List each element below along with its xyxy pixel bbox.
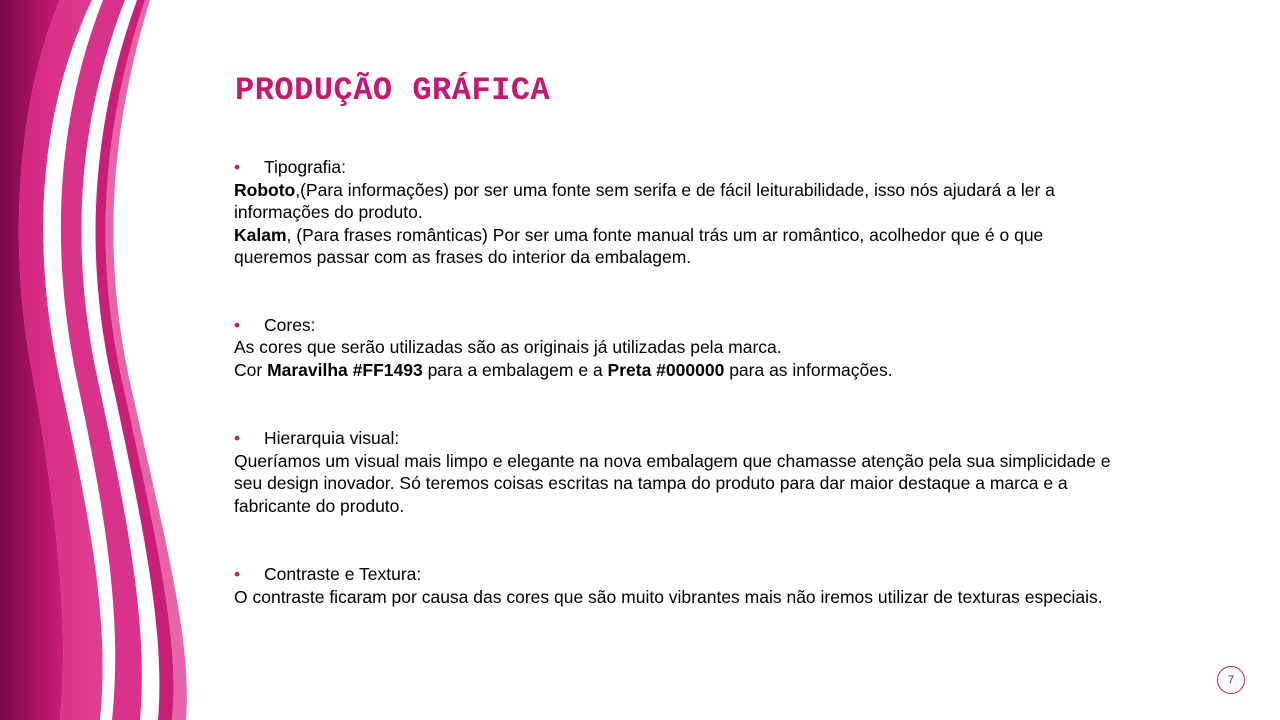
paragraph-line xyxy=(234,224,1184,247)
paragraph-text: para a embalagem e a xyxy=(422,359,608,380)
paragraph-text: ,(Para informações) por ser uma fonte sem serifa e de fácil leiturabilidade, isso nós ajudará a ler a xyxy=(295,179,1055,200)
paragraph-text: para as informações. xyxy=(724,359,893,380)
paragraph-line xyxy=(234,359,1184,382)
section-contraste-textura xyxy=(234,563,1184,608)
section-heading xyxy=(234,427,1184,450)
paragraph-text: Cor xyxy=(234,359,268,380)
paragraph-line: informações do produto. xyxy=(234,202,423,222)
paragraph-line: seu design inovador. Só teremos coisas escritas na tampa do produto para dar maior destaque a marca e a xyxy=(234,473,1068,493)
bullet-icon: • xyxy=(234,428,241,448)
section-cores xyxy=(234,314,1184,382)
section-heading xyxy=(234,156,1184,179)
paragraph-text: , (Para frases românticas) Por ser uma fonte manual trás um ar romântico, acolhedor que é o que xyxy=(286,224,1044,245)
page-number: 7 xyxy=(1227,674,1235,686)
section-tipografia xyxy=(234,156,1184,269)
paragraph-line: Queríamos um visual mais limpo e elegante na nova embalagem que chamasse atenção pela sua simplicidade e xyxy=(234,450,1111,471)
color-maravilha: Maravilha #FF1493 xyxy=(267,359,423,380)
decorative-wave-graphic xyxy=(0,0,230,720)
paragraph-line: fabricante do produto. xyxy=(234,495,405,516)
paragraph-line: O contraste ficaram por causa das cores que são muito vibrantes mais não iremos utilizar de texturas especiais. xyxy=(234,586,1103,607)
paragraph-line: As cores que serão utilizadas são as originais já utilizadas pela marca. xyxy=(234,337,782,357)
bullet-icon: • xyxy=(234,564,241,584)
page-number-badge xyxy=(1217,666,1245,694)
heading-text: Cores: xyxy=(264,314,316,335)
heading-text: Contraste e Textura: xyxy=(264,564,422,584)
paragraph-line: queremos passar com as frases do interior da embalagem. xyxy=(234,247,692,267)
font-name-kalam: Kalam xyxy=(234,224,287,245)
bullet-icon: • xyxy=(234,157,241,177)
bullet-icon: • xyxy=(234,314,241,335)
slide-content xyxy=(234,156,1184,608)
slide-title: PRODUÇÃO GRÁFICA xyxy=(235,72,551,109)
font-name-roboto: Roboto xyxy=(234,179,296,200)
heading-text: Hierarquia visual: xyxy=(264,428,400,448)
color-preta: Preta #000000 xyxy=(607,359,725,380)
paragraph-line xyxy=(234,179,1184,202)
section-heading xyxy=(234,314,1184,337)
section-hierarquia-visual xyxy=(234,427,1184,517)
section-heading xyxy=(234,563,1184,586)
heading-text: Tipografia: xyxy=(264,157,347,177)
